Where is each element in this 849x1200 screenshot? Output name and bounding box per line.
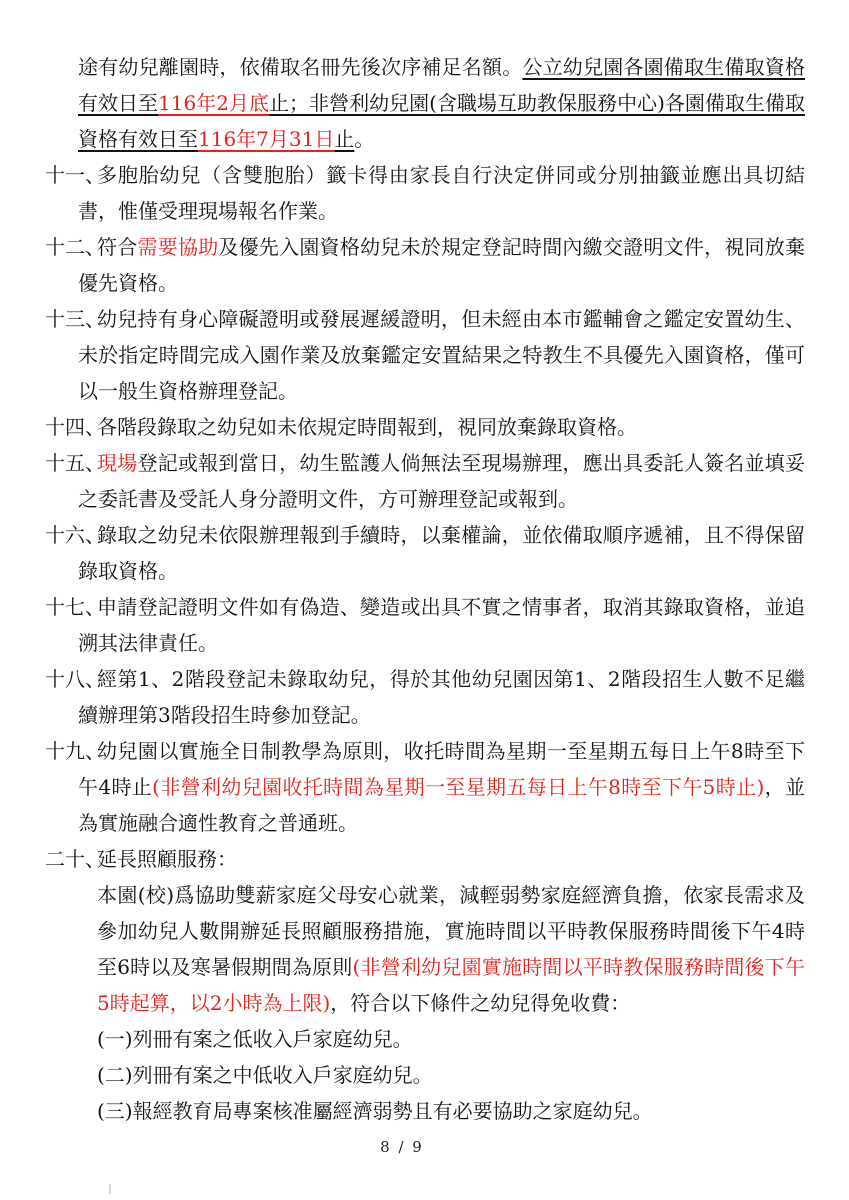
item-text [78, 667, 805, 727]
sub-list-item [97, 1093, 805, 1129]
item-text [97, 415, 637, 439]
item-number-label: 十九、 [45, 739, 105, 763]
red-underlined-text-segment: 116年7月31日 [198, 127, 335, 151]
item-text [78, 451, 805, 511]
item-text [78, 307, 805, 403]
item-number-label: 十七、 [45, 595, 105, 619]
text-segment: (二)列冊有案之中低收入戶家庭幼兒。 [97, 1063, 433, 1087]
item-text [78, 235, 805, 295]
text-segment: ，符合以下條件之幼兒得免收費： [330, 991, 631, 1015]
item-number-label: 十六、 [45, 523, 105, 547]
item-text [78, 739, 805, 835]
item-number-label: 十二、 [45, 235, 105, 259]
item-body-paragraph [97, 877, 805, 1021]
text-segment: 本園(校)爲協助雙薪家庭父母安心就業，減輕弱勢家庭經濟負擔，依家長需求及參加幼兒人數開辦延長照顧服務措施，實施時間以平時教保服務時間後下午4時至6時以及寒暑假期間為原則 [97, 883, 805, 979]
sub-list-item [97, 1057, 805, 1093]
text-segment: 。 [354, 127, 375, 151]
underlined-text-segment: 公立幼兒園各園備取生備取資格有效日至 [78, 55, 806, 115]
intro-paragraph [78, 49, 805, 157]
item-number-label: 十一、 [45, 163, 105, 187]
item-text [97, 847, 237, 871]
item-number-label: 十三、 [45, 307, 105, 331]
underlined-text-segment: 止；非營利幼兒園(含職場互助教保服務中心)各園備取生備取資格有效日至 [78, 91, 805, 151]
text-segment: 經第1、2階段登記未錄取幼兒，得於其他幼兒園因第1、2階段招生人數不足繼續辦理第3階段招生時參加登記。 [78, 667, 805, 727]
list-item [45, 841, 805, 877]
underlined-text-segment: 止 [334, 127, 355, 151]
list-item [45, 445, 806, 517]
red-underlined-text-segment: 116年2月底 [158, 91, 270, 115]
item-number-label: 十四、 [45, 415, 105, 439]
text-segment: 幼兒持有身心障礙證明或發展遲緩證明，但未經由本市鑑輔會之鑑定安置幼生、未於指定時間完成入園作業及放棄鑑定安置結果之特教生不具優先入園資格，僅可以一般生資格辦理登記。 [78, 307, 805, 403]
text-segment: 登記或報到當日，幼生監護人倘無法至現場辦理，應出具委託人簽名並填妥之委託書及受託人身分證明文件，方可辦理登記或報到。 [78, 451, 806, 511]
text-segment: 各階段錄取之幼兒如未依規定時間報到，視同放棄錄取資格。 [97, 415, 637, 439]
list-item [45, 733, 805, 841]
list-item [45, 409, 805, 445]
item-text [78, 595, 805, 655]
text-segment: (一)列冊有案之低收入戶家庭幼兒。 [97, 1027, 413, 1051]
text-segment: 幼兒園以實施全日制教學為原則，收托時間為星期一至星期五每日上午8時至下午4時止 [78, 739, 805, 799]
list-item [45, 229, 806, 301]
red-text-segment: (非營利幼兒園收托時間為星期一至星期五每日上午8時至下午5時止) [152, 775, 765, 799]
text-segment: 延長照顧服務： [97, 847, 237, 871]
item-number-label: 二十、 [45, 847, 105, 871]
text-segment: 符合 [97, 235, 138, 259]
text-segment: 多胞胎幼兒（含雙胞胎）籤卡得由家長自行決定併同或分別抽籤並應出具切結書，惟僅受理現場報名作業。 [78, 163, 805, 223]
sub-list-item [97, 1021, 805, 1057]
text-segment: ，並為實施融合適性教育之普通班。 [78, 775, 805, 835]
red-text-segment: 現場 [97, 451, 138, 475]
item-text [78, 163, 805, 223]
numbered-items-list [0, 157, 849, 1129]
list-item [45, 589, 805, 661]
list-item [45, 661, 805, 733]
item-number-label: 十五、 [45, 451, 105, 475]
text-segment: (三)報經教育局專案核准屬經濟弱勢且有必要協助之家庭幼兒。 [97, 1099, 653, 1123]
scan-artifact [109, 1184, 111, 1194]
item-text [78, 523, 805, 583]
list-item [45, 301, 805, 409]
item-number-label: 十八、 [45, 667, 105, 691]
red-text-segment: (非營利幼兒園實施時間以平時教保服務時間後下午5時起算，以2小時為上限) [97, 955, 805, 1015]
red-text-segment: 需要協助 [137, 235, 219, 259]
text-segment: 申請登記證明文件如有偽造、變造或出具不實之情事者，取消其錄取資格，並追溯其法律責任。 [78, 595, 805, 655]
text-segment: 及優先入園資格幼兒未於規定登記時間內繳交證明文件，視同放棄優先資格。 [78, 235, 806, 295]
list-item [45, 157, 805, 229]
text-segment: 途有幼兒離園時，依備取名冊先後次序補足名額。 [78, 55, 523, 79]
text-segment: 錄取之幼兒未依限辦理報到手續時，以棄權論，並依備取順序遞補，且不得保留錄取資格。 [78, 523, 805, 583]
page-number: 8 / 9 [380, 1138, 424, 1156]
list-item [45, 517, 805, 589]
